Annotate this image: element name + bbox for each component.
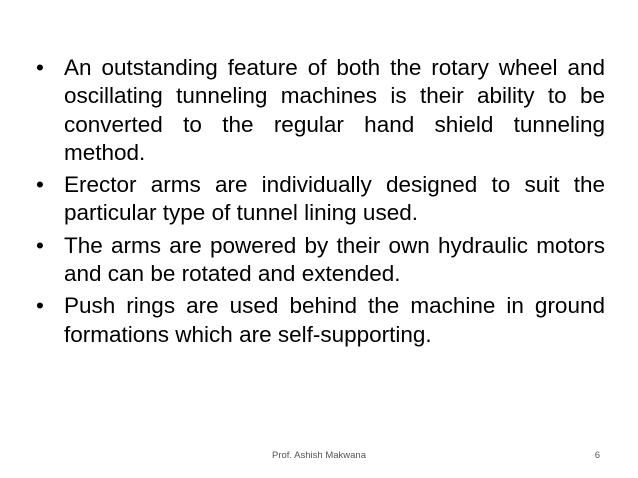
- bullet-text: The arms are powered by their own hydraulic motors and can be rotated and extended.: [64, 232, 605, 287]
- bullet-item: [36, 292, 605, 349]
- bullet-text: Push rings are used behind the machine in ground formations which are self-supporting.: [64, 293, 605, 347]
- bullet-text: An outstanding feature of both the rotary wheel and oscillating tunneling machines is their ability to be converted to the regular hand shield tunneling method.: [64, 55, 605, 165]
- bullet-text: Erector arms are individually designed to suit the particular type of tunnel lining used.: [64, 172, 605, 226]
- bullet-item: [36, 54, 605, 167]
- page-number: 6: [594, 450, 600, 461]
- bullet-dot-icon: •: [36, 293, 44, 319]
- bullet-dot-icon: •: [36, 232, 44, 258]
- slide-footer: Prof. Ashish Makwana: [272, 450, 366, 461]
- bullet-item: [36, 232, 605, 289]
- bullet-list: [36, 54, 605, 353]
- bullet-dot-icon: •: [36, 172, 44, 198]
- bullet-dot-icon: •: [36, 55, 44, 80]
- bullet-item: [36, 171, 605, 228]
